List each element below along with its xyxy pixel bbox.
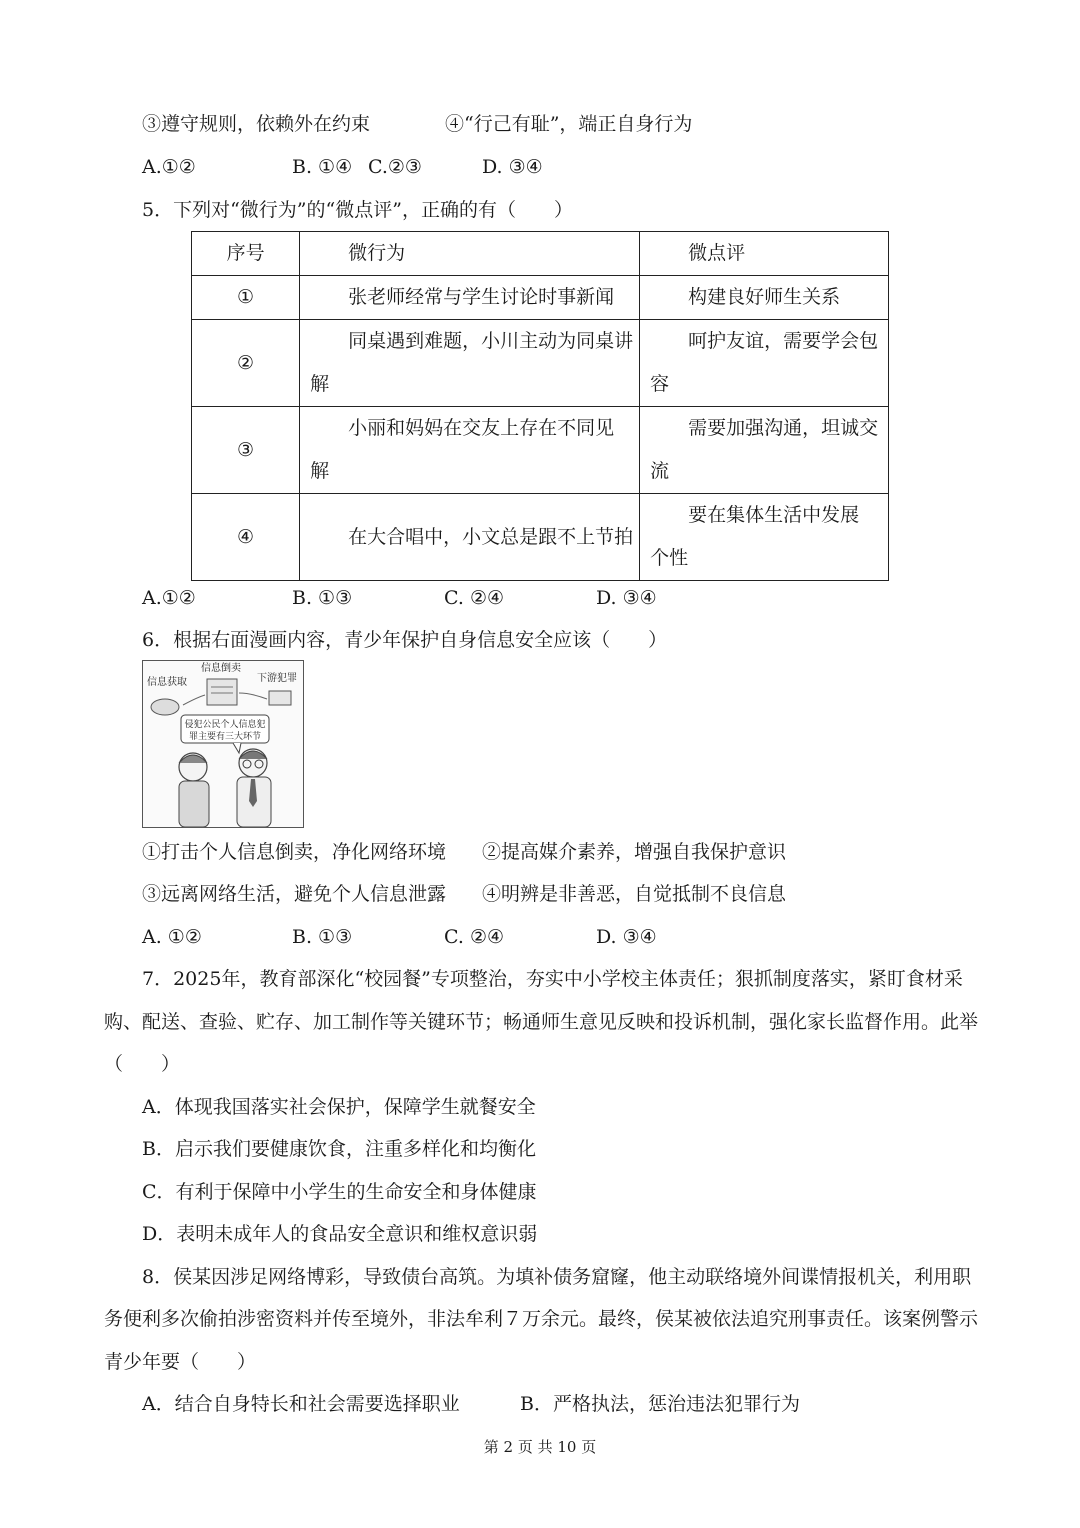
row-cmt-line: 构建良好师生关系 xyxy=(688,286,841,308)
row-no: ③ xyxy=(192,407,300,494)
header-cell-no: 序号 xyxy=(192,232,300,276)
row-cmt-line: 个性 xyxy=(650,547,689,569)
comic-label-top: 信息倒卖 xyxy=(201,663,241,674)
q5-table xyxy=(191,231,889,581)
table-row xyxy=(192,407,889,494)
q8-option-a: A．结合自身特长和社会需要选择职业 xyxy=(142,1393,460,1415)
q5-answer-b: B. ①③ xyxy=(292,587,353,609)
row-cmt xyxy=(640,320,889,407)
q8-option-b: B．严格执法，惩治违法犯罪行为 xyxy=(520,1393,800,1415)
q6-stem: 6．根据右面漫画内容，青少年保护自身信息安全应该（ ） xyxy=(142,629,668,651)
table-row xyxy=(192,494,889,581)
row-no: ① xyxy=(192,276,300,320)
row-cmt xyxy=(640,494,889,581)
header-text: 微点评 xyxy=(688,242,746,264)
row-cmt-line: 容 xyxy=(650,373,670,395)
row-act-line: 解 xyxy=(310,460,330,482)
comic-bubble-line-2: 罪主要有三大环节 xyxy=(188,732,262,742)
row-act-line: 解 xyxy=(310,373,330,395)
q7-option-a: A．体现我国落实社会保护，保障学生就餐安全 xyxy=(142,1096,536,1118)
table-row xyxy=(192,276,889,320)
row-act-line: 张老师经常与学生讨论时事新闻 xyxy=(348,286,615,308)
q4-answer-c: C.②③ xyxy=(368,156,422,178)
row-act-line: 在大合唱中，小文总是跟不上节拍 xyxy=(348,525,634,548)
row-act xyxy=(300,494,640,581)
q5-stem: 5．下列对“微行为”的“微点评”，正确的有（ ） xyxy=(142,199,573,221)
row-act-line: 同桌遇到难题，小川主动为同桌讲 xyxy=(348,330,634,352)
q4-answer-a: A.①② xyxy=(142,156,196,178)
q6-option-2: ②提高媒介素养，增强自我保护意识 xyxy=(482,841,787,863)
q5-answer-d: D. ③④ xyxy=(596,587,657,609)
q8-stem-line-2: 务便利多次偷拍涉密资料并传至境外，非法牟利７万余元。最终，侯某被依法追究刑事责任。该案例警示 xyxy=(104,1308,979,1330)
q6-answer-c: C. ②④ xyxy=(444,926,505,948)
comic-label-right: 下游犯罪 xyxy=(257,673,297,684)
table-row xyxy=(192,320,889,407)
q7-stem-line-3: （ ） xyxy=(104,1053,181,1075)
row-act xyxy=(300,276,640,320)
q8-stem-line-1: 8．侯某因涉足网络博彩，导致债台高筑。为填补债务窟窿，他主动联络境外间谍情报机关，利用职 xyxy=(142,1266,972,1288)
q7-option-b: B．启示我们要健康饮食，注重多样化和均衡化 xyxy=(142,1138,536,1160)
row-cmt xyxy=(640,407,889,494)
row-cmt-line: 要在集体生活中发展 xyxy=(688,504,860,526)
row-cmt-line: 需要加强沟通，坦诚交 xyxy=(688,417,879,439)
comic-drawing xyxy=(143,661,303,827)
header-cell-act xyxy=(300,232,640,276)
q7-option-c: C．有利于保障中小学生的生命安全和身体健康 xyxy=(142,1181,537,1203)
q5-answer-c: C. ②④ xyxy=(444,587,505,609)
row-no: ② xyxy=(192,320,300,407)
comic-label-left: 信息获取 xyxy=(147,677,187,688)
q6-option-3: ③远离网络生活，避免个人信息泄露 xyxy=(142,883,447,905)
q7-stem-line-1: 7．2025年，教育部深化“校园餐”专项整治，夯实中小学校主体责任；狠抓制度落实，紧盯食材采 xyxy=(142,968,963,990)
row-cmt-line: 呵护友谊，需要学会包 xyxy=(688,330,879,352)
row-cmt xyxy=(640,276,889,320)
header-text: 微行为 xyxy=(348,242,406,264)
row-act xyxy=(300,320,640,407)
header-cell-cmt xyxy=(640,232,889,276)
row-cmt-line: 流 xyxy=(650,460,670,482)
comic-bubble-line-1: 侵犯公民个人信息犯 xyxy=(184,720,266,730)
row-act-line: 小丽和妈妈在交友上存在不同见 xyxy=(348,417,615,439)
q5-answer-a: A.①② xyxy=(142,587,196,609)
page-footer: 第 2 页 共 10 页 xyxy=(483,1438,597,1456)
row-no: ④ xyxy=(192,494,300,581)
q6-answer-b: B. ①③ xyxy=(292,926,353,948)
q6-option-4: ④明辨是非善恶，自觉抵制不良信息 xyxy=(482,883,787,905)
q7-stem-line-2: 购、配送、查验、贮存、加工制作等关键环节；畅通师生意见反映和投诉机制，强化家长监督作用。此举 xyxy=(104,1011,979,1033)
q4-option-3: ③遵守规则，依赖外在约束 xyxy=(142,113,371,135)
comic-illustration xyxy=(142,660,304,828)
q4-answer-b: B. ①④ xyxy=(292,156,353,178)
q7-option-d: D．表明未成年人的食品安全意识和维权意识弱 xyxy=(142,1223,538,1245)
q4-answer-d: D. ③④ xyxy=(482,156,543,178)
q6-answer-d: D. ③④ xyxy=(596,926,657,948)
row-act xyxy=(300,407,640,494)
q4-option-4: ④“行己有耻”，端正自身行为 xyxy=(445,113,693,135)
table-header-row xyxy=(192,232,889,276)
q8-stem-line-3: 青少年要（ ） xyxy=(104,1351,257,1373)
q6-option-1: ①打击个人信息倒卖，净化网络环境 xyxy=(142,841,447,863)
q6-answer-a: A. ①② xyxy=(142,926,202,948)
